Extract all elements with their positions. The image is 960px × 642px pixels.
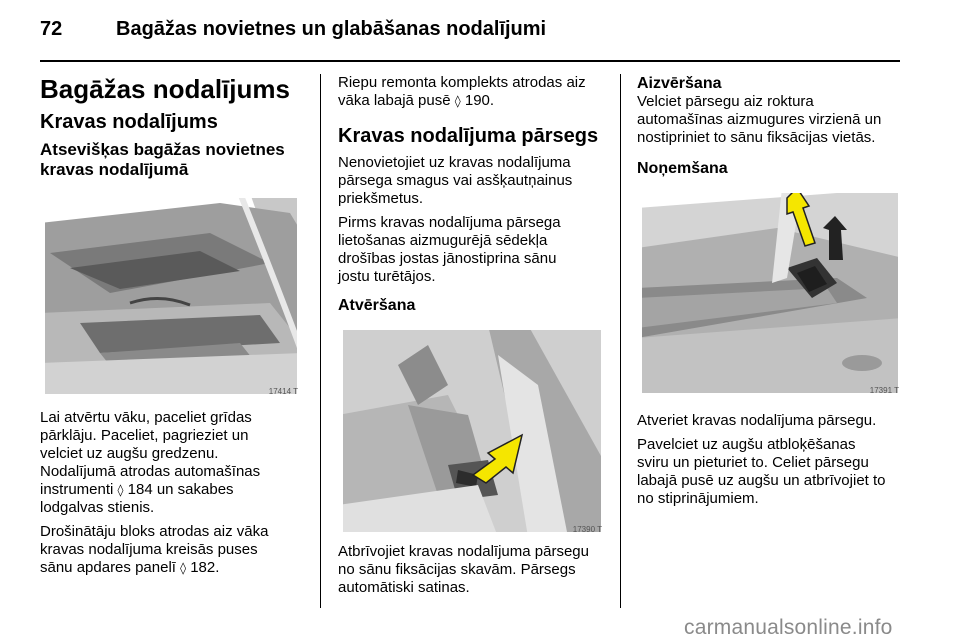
figure-cargo-floor xyxy=(40,193,302,399)
column-3 xyxy=(637,74,905,508)
header-rule xyxy=(40,60,900,62)
subsection-title-cover: Kravas nodalījuma pārsegs xyxy=(338,125,599,147)
page-title: Bagāžas novietnes un glabāšanas nodalījumi xyxy=(116,18,547,40)
watermark-text: carmanualsonline.info xyxy=(684,616,893,639)
subsection-title: Kravas nodalījums xyxy=(40,111,218,133)
column-divider-2 xyxy=(620,74,621,608)
illustration-cover-release xyxy=(338,325,606,537)
heading-opening: Atvēršana xyxy=(338,297,416,314)
column-1 xyxy=(40,74,306,577)
figure-cover-release xyxy=(338,325,606,537)
heading-closing: Aizvēršana xyxy=(637,75,722,92)
column-divider-1 xyxy=(320,74,321,608)
page-header xyxy=(40,18,546,48)
paragraph-tyre-kit: Riepu remonta komplekts atrodas aiz vāka labajā pusē ◊ 190. xyxy=(338,74,586,109)
figure-code: 17390 T xyxy=(572,525,602,534)
paragraph-belts: Pirms kravas nodalījuma pārsega lietošanas aizmugurējā sēdekļa drošības jostas jānostiprina sānu jostu turētājos. xyxy=(338,214,561,285)
page-ref-icon: ◊ xyxy=(454,94,461,108)
paragraph-1: Lai atvērtu vāku, paceliet grīdas pārklāju. Paceliet, pagrieziet un velciet uz augšu gredzenu. Nodalījumā atrodas automašīnas instrumenti ◊ 184 un sakabes lodgalvas stienis. xyxy=(40,409,261,516)
figure-code: 17414 T xyxy=(268,387,298,396)
topic-heading: Atsevišķas bagāžas novietnes kravas nodalījumā xyxy=(40,140,285,179)
paragraph-remove-cover: Pavelciet uz augšu atbloķēšanas sviru un pieturiet to. Celiet pārsegu labajā pusē uz augšu un atbrīvojiet to no stiprinājumiem. xyxy=(637,436,886,507)
paragraph-2: Drošinātāju bloks atrodas aiz vāka kravas nodalījuma kreisās puses sānu apdares panelī ◊ 182. xyxy=(40,523,269,576)
illustration-cargo-floor xyxy=(40,193,302,399)
illustration-cover-removal xyxy=(637,188,903,398)
heading-removal: Noņemšana xyxy=(637,160,728,177)
figure-cover-removal xyxy=(637,188,903,398)
paragraph-warning: Nenovietojiet uz kravas nodalījuma pārsega smagus vai asšķautņainus priekšmetus. xyxy=(338,154,573,207)
paragraph-closing: Velciet pārsegu aiz roktura automašīnas aizmugures virzienā un nostipriniet to sānu fiksācijas vietās. xyxy=(637,93,882,146)
page-number: 72 xyxy=(40,18,63,40)
page-ref-icon: ◊ xyxy=(117,483,124,497)
column-2 xyxy=(338,74,606,597)
figure-code: 17391 T xyxy=(869,386,899,395)
paragraph-release: Atbrīvojiet kravas nodalījuma pārsegu no sānu fiksācijas skavām. Pārsegs automātiski satinas. xyxy=(338,543,589,596)
paragraph-open-cover: Atveriet kravas nodalījuma pārsegu. xyxy=(637,412,877,429)
section-title: Bagāžas nodalījums xyxy=(40,74,290,104)
page-ref-icon: ◊ xyxy=(180,561,187,575)
